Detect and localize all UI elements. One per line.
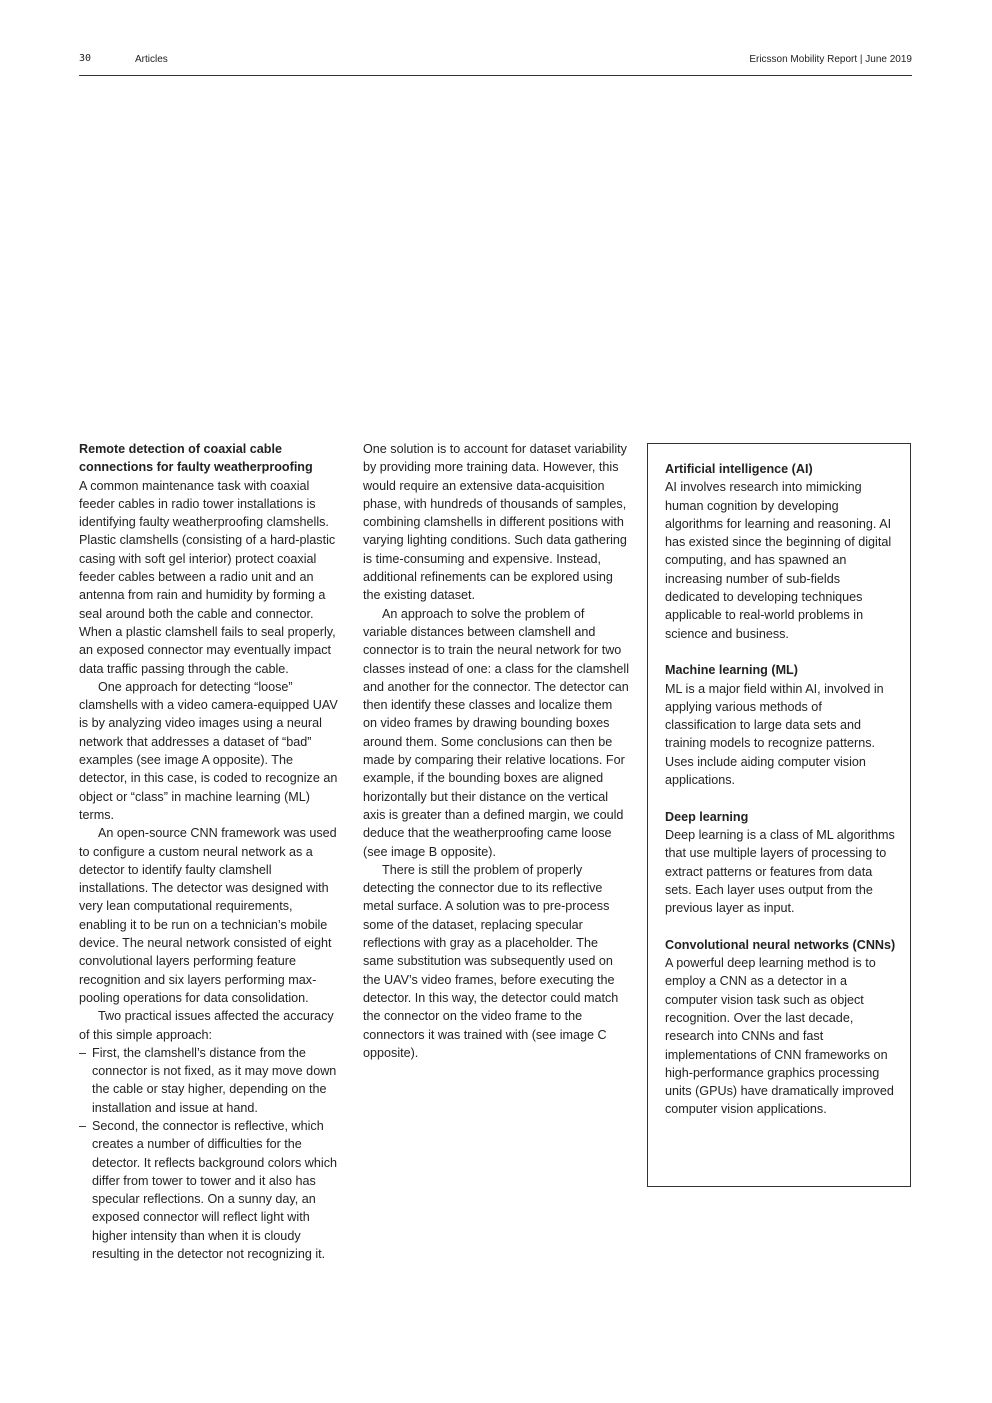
list-item: – Second, the connector is reflective, which creates a number of difficulties for the detector. It reflects background colors which differ from tower to tower and it also has specular reflections. On a sunny day, an exposed connector will reflect light with higher intensity than when it is cloudy resulting in the detector not recognizing it. — [79, 1117, 341, 1263]
article-title: Remote detection of coaxial cable connections for faulty weatherproofing — [79, 442, 313, 475]
article-column-1 — [79, 440, 341, 1263]
report-title: Ericsson Mobility Report | June 2019 — [749, 54, 912, 65]
glossary-term: Machine learning (ML) — [665, 663, 798, 678]
glossary-definition: ML is a major field within AI, involved in applying various methods of classification to large data sets and training models to recognize patterns. Uses include aiding computer vision applications. — [665, 681, 884, 788]
page-header — [79, 53, 912, 76]
paragraph: There is still the problem of properly detecting the connector due to its reflective metal surface. A solution was to pre-process some of the dataset, replacing specular reflections with gray as a placeholder. The same substitution was subsequently used on the UAV’s video frames, before executing the detector. In this way, the detector could match the connector on the video frame to the connectors it was trained with (see image C opposite). — [363, 862, 619, 1060]
glossary-term: Deep learning — [665, 809, 749, 824]
article-column-2 — [363, 440, 629, 1062]
paragraph: An open-source CNN framework was used to configure a custom neural network as a detector to identify faulty clamshell installations. The detector was designed with very lean computational requirements, enabling it to be run on a technician’s mobile device. The neural network consisted of eight convolutional layers performing feature recognition and six layers performing max-pooling operations for data consolidation. — [79, 826, 337, 1005]
section-label: Articles — [135, 54, 168, 65]
glossary-definition: AI involves research into mimicking human cognition by developing algorithms for learning and reasoning. AI has existed since the beginning of digital computing, and has spawned an increasing number of sub-fields dedicated to developing techniques applicable to real-world problems in science and business. — [665, 480, 892, 641]
paragraph: A common maintenance task with coaxial feeder cables in radio tower installations is identifying faulty weatherproofing clamshells. Plastic clamshells (consisting of a hard-plastic casing with soft gel interior) protect coaxial feeder cables between a radio unit and an antenna from rain and humidity by forming a seal around both the cable and connector. When a plastic clamshell fails to seal properly, an exposed connector may eventually impact data traffic passing through the cable. — [79, 478, 336, 676]
paragraph: One solution is to account for dataset variability by providing more training data. However, this would require an extensive data-acquisition phase, with hundreds of thousands of samples, combining clamshells in different positions with varying lighting conditions. Such data gathering is time-consuming and expensive. Instead, additional refinements can be explored using the existing dataset. — [363, 442, 627, 603]
glossary-box — [647, 443, 911, 1187]
page-number: 30 — [79, 53, 92, 64]
glossary-definition: A powerful deep learning method is to employ a CNN as a detector in a computer vision task such as object recognition. Over the last decade, research into CNNs and fast implementations of CNN frameworks on high-performance graphics processing units (GPUs) have dramatically improved computer vision applications. — [665, 956, 894, 1117]
glossary-term: Convolutional neural networks (CNNs) — [665, 937, 896, 952]
issues-list — [79, 1044, 341, 1264]
glossary-term: Artificial intelligence (AI) — [665, 462, 813, 476]
list-item: – First, the clamshell’s distance from the connector is not fixed, as it may move down the cable or stay higher, depending on the installation and issue at hand. — [79, 1044, 341, 1117]
paragraph: One approach for detecting “loose” clamshells with a video camera-equipped UAV is by analyzing video images using a neural network that addresses a dataset of “bad” examples (see image A opposite). The detector, in this case, is coded to recognize an object or “class” in machine learning (ML) terms. — [79, 679, 338, 822]
glossary-definition: Deep learning is a class of ML algorithms that use multiple layers of processing to extract patterns or features from data sets. Each layer uses output from the previous layer as input. — [665, 827, 895, 916]
paragraph: An approach to solve the problem of variable distances between clamshell and connector is to train the neural network for two classes instead of one: a class for the clamshell and another for the connector. The detector can then identify these classes and localize them on video frames by drawing bounding boxes around them. Some conclusions can then be made by comparing their relative locations. For example, if the bounding boxes are aligned horizontally but their distance on the vertical axis is greater than a defined margin, we could deduce that the weatherproofing came loose (see image B opposite). — [363, 606, 629, 859]
paragraph: Two practical issues affected the accuracy of this simple approach: — [79, 1009, 334, 1042]
